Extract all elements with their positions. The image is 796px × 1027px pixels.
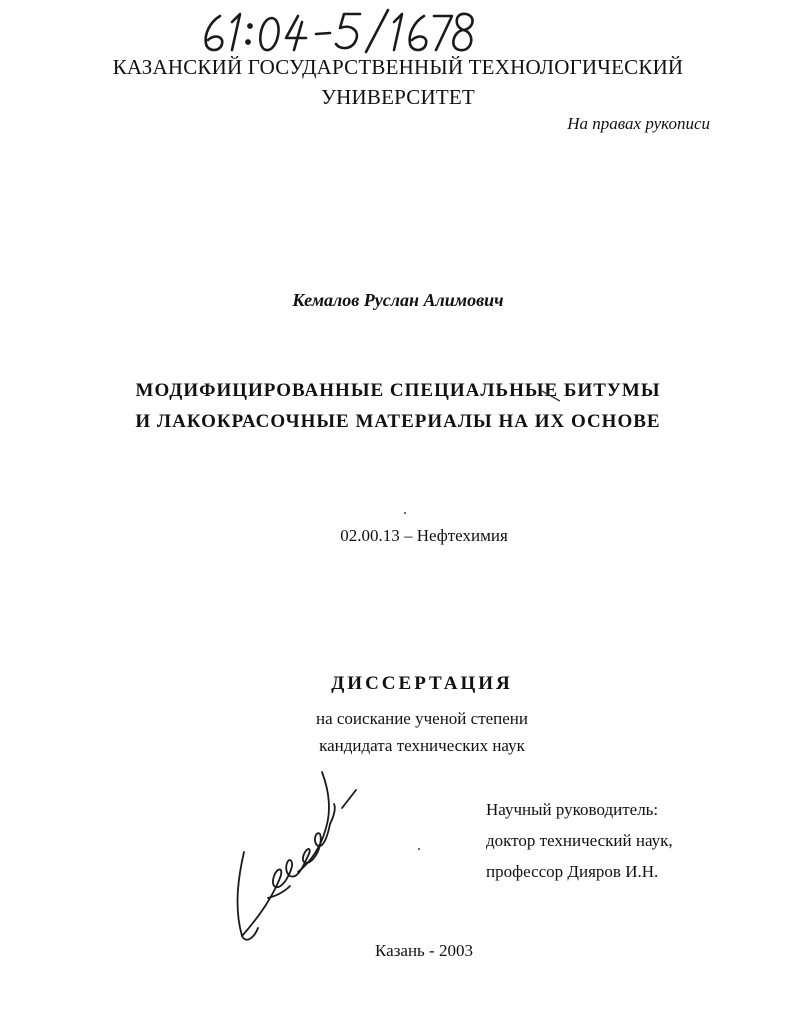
degree-line-1: на соискание ученой степени	[315, 709, 529, 728]
university-line-2: УНИВЕРСИТЕТ	[321, 85, 475, 109]
scan-speck	[418, 848, 420, 850]
title-line-1: МОДИФИЦИРОВАННЫЕ СПЕЦИАЛЬНЫЕ БИТУМЫ	[135, 380, 661, 401]
dissertation-title	[0, 375, 796, 437]
supervisor-label: Научный руководитель:	[486, 800, 659, 819]
degree-sought	[0, 705, 796, 759]
university-line-1: КАЗАНСКИЙ ГОСУДАРСТВЕННЫЙ ТЕХНОЛОГИЧЕСКИЙ	[112, 55, 684, 79]
pen-mark	[520, 385, 560, 425]
rights-note: На правах рукописи	[567, 114, 710, 133]
place-and-year: Казань - 2003	[375, 941, 473, 960]
scan-speck	[404, 512, 406, 514]
supervisor-name: профессор Дияров И.Н.	[486, 862, 659, 881]
degree-line-2: кандидата технических наук	[319, 736, 525, 755]
handwritten-archive-number	[198, 8, 478, 54]
archive-number-text: 61:04-5/1678	[198, 52, 204, 53]
author-name: Кемалов Руслан Алимович	[292, 290, 504, 310]
handwritten-signature	[228, 768, 368, 948]
supervisor-block	[486, 794, 746, 887]
title-line-2: И ЛАКОКРАСОЧНЫЕ МАТЕРИАЛЫ НА ИХ ОСНОВЕ	[135, 411, 661, 432]
university-name	[0, 52, 796, 112]
specialty-code: 02.00.13 – Нефтехимия	[340, 526, 508, 545]
document-type: ДИССЕРТАЦИЯ	[331, 673, 513, 694]
supervisor-degree: доктор технический наук,	[486, 831, 673, 850]
